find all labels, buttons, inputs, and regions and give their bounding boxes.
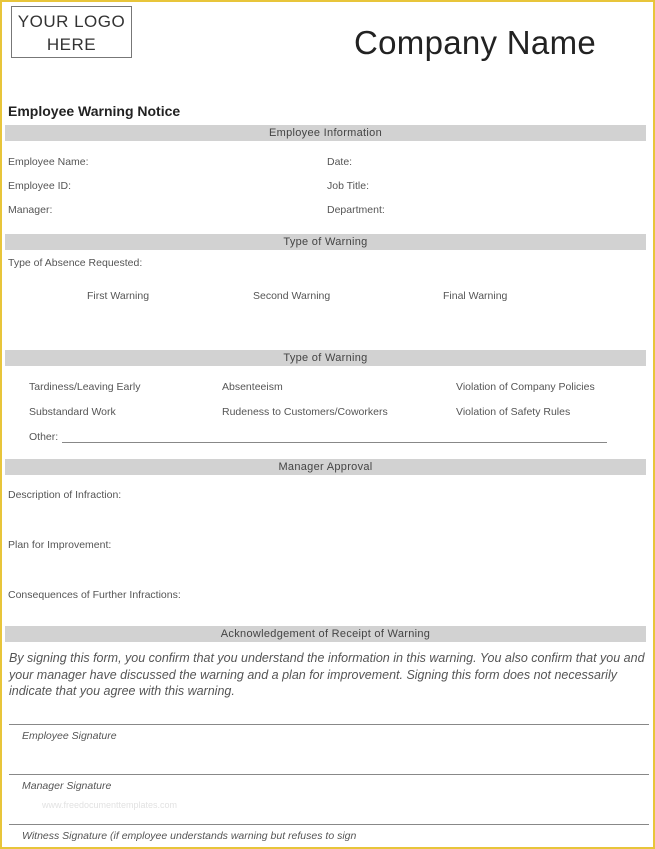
rudeness-option[interactable]: Rudeness to Customers/Coworkers	[222, 406, 388, 418]
witness-signature-label: Witness Signature (if employee understands warning but refuses to sign	[22, 830, 357, 842]
job-title-field[interactable]: Job Title:	[327, 180, 370, 192]
date-field[interactable]: Date:	[327, 156, 353, 168]
department-field[interactable]: Department:	[327, 204, 385, 216]
consequences-field[interactable]: Consequences of Further Infractions:	[8, 589, 181, 601]
logo-line-2: HERE	[46, 35, 97, 54]
infraction-description-field[interactable]: Description of Infraction:	[8, 489, 122, 501]
employee-name-field[interactable]: Employee Name:	[8, 156, 89, 168]
section-header-acknowledgement: Acknowledgement of Receipt of Warning	[5, 626, 646, 642]
other-label: Other:	[29, 431, 59, 443]
section-header-manager-approval: Manager Approval	[5, 459, 646, 475]
employee-signature-line[interactable]	[9, 724, 649, 725]
section-header-employee-info: Employee Information	[5, 125, 646, 141]
other-input-line[interactable]	[62, 442, 607, 443]
safety-violation-option[interactable]: Violation of Safety Rules	[456, 406, 571, 418]
first-warning-option[interactable]: First Warning	[87, 290, 150, 302]
final-warning-option[interactable]: Final Warning	[443, 290, 508, 302]
employee-signature-label: Employee Signature	[22, 730, 117, 742]
tardiness-option[interactable]: Tardiness/Leaving Early	[29, 381, 141, 393]
manager-signature-line[interactable]	[9, 774, 649, 775]
section-header-warning-level: Type of Warning	[5, 234, 646, 250]
employee-id-field[interactable]: Employee ID:	[8, 180, 72, 192]
absence-type-field[interactable]: Type of Absence Requested:	[8, 257, 143, 269]
policy-violation-option[interactable]: Violation of Company Policies	[456, 381, 595, 393]
manager-field[interactable]: Manager:	[8, 204, 53, 216]
improvement-plan-field[interactable]: Plan for Improvement:	[8, 539, 112, 551]
logo-placeholder	[11, 6, 132, 58]
manager-signature-label: Manager Signature	[22, 780, 112, 792]
witness-signature-line[interactable]	[9, 824, 649, 825]
absenteeism-option[interactable]: Absenteeism	[222, 381, 283, 393]
second-warning-option[interactable]: Second Warning	[253, 290, 331, 302]
company-name: Company Name	[354, 24, 597, 61]
logo-line-1: YOUR LOGO	[17, 12, 126, 31]
substandard-work-option[interactable]: Substandard Work	[29, 406, 116, 418]
section-header-warning-type: Type of Warning	[5, 350, 646, 366]
watermark: www.freedocumenttemplates.com	[42, 800, 178, 810]
document-title: Employee Warning Notice	[8, 103, 181, 119]
acknowledgement-text: By signing this form, you confirm that you understand the information in this warning. You also confirm that you and your manager have discussed the warning and a plan for improvement. Signing this form does not necessarily indicate that you agree with this warning.	[9, 651, 645, 698]
